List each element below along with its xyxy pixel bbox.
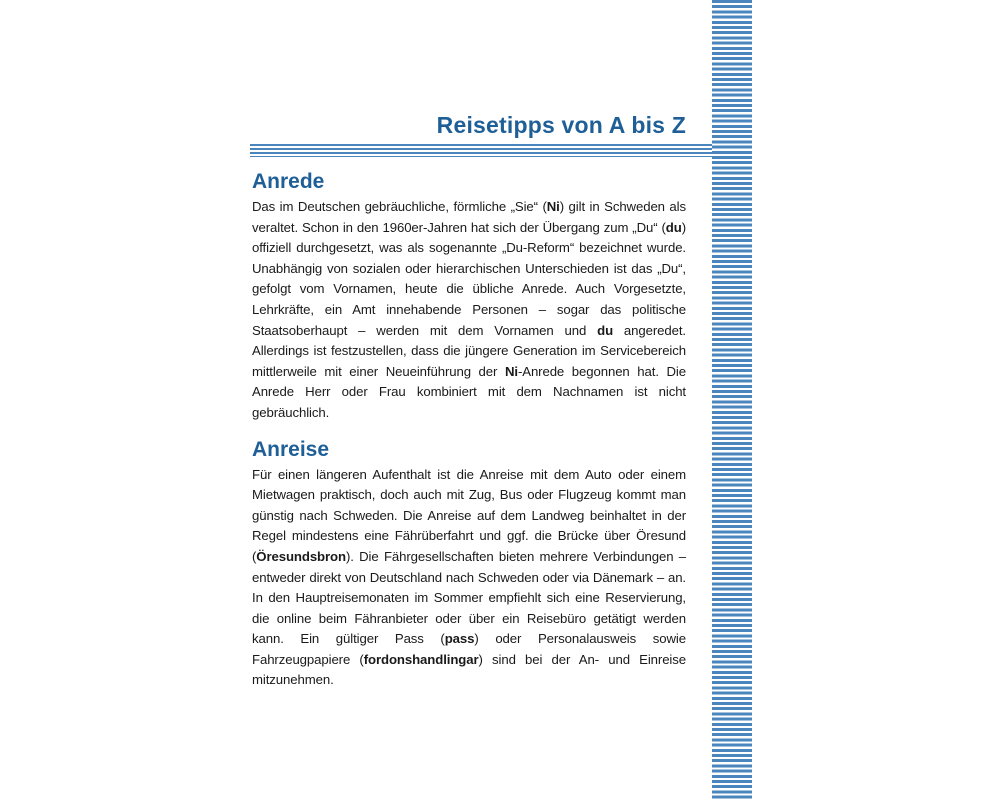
section-body [252, 197, 686, 424]
text-run: ) gilt in Schweden als veraltet. Schon in den 1960er-Jahren hat sich der Übergang zum „Du“ ( [252, 199, 686, 235]
text-run: angeredet. Allerdings ist festzustellen, dass die jüngere Generation im Servicebereich mittlerweile mit einer Neueinführung der [252, 322, 686, 379]
text-run: ) sind bei der An- und Einreise mitzunehmen. [252, 651, 686, 688]
bold-term: du [597, 322, 614, 338]
section-body [252, 465, 686, 692]
section-heading: Anreise [252, 437, 330, 461]
text-run: -Anrede begonnen hat. Die Anrede Herr oder Frau kombiniert mit dem Nachnamen ist nicht gebräuchlich. [252, 363, 686, 420]
page-title: Reisetipps von A bis Z [436, 112, 686, 138]
bold-term: Ni [546, 199, 560, 214]
text-run: ) oder Personalausweis sowie Fahrzeugpapiere ( [252, 631, 686, 667]
section-anreise [252, 436, 686, 692]
text-run: ). Die Fährgesellschaften bieten mehrere Verbindungen – entweder direkt von Deutschland nach Schweden oder via Dänemark – an. In den Hauptreisemonaten im Sommer empfiehlt sich eine Reservierung, die online beim Fähranbieter oder über ein Reisebüro getätigt werden kann. Ein gültiger Pass ( [252, 548, 686, 647]
section-anrede [252, 168, 686, 424]
bold-term: pass [444, 631, 475, 647]
content [252, 168, 686, 703]
text-run: Für einen längeren Aufenthalt ist die Anreise mit dem Auto oder einem Mietwagen praktisch, doch auch mit Zug, Bus oder Flugzeug kommt man günstig nach Schweden. Die Anreise auf dem Landweg beinhaltet in der Regel mindestens eine Fährüberfahrt und ggf. die Brücke über Öresund ( [252, 466, 686, 564]
bold-term: fordonshandlingar [363, 651, 479, 667]
header-rule [250, 144, 712, 157]
bold-term: Ni [504, 363, 518, 379]
section-heading: Anrede [252, 170, 325, 193]
bold-term: Öresundsbron [256, 548, 346, 564]
text-run: ) offiziell durchgesetzt, was als sogenannte „Du-Reform“ bezeichnet wurde. Unabhängig von sozialen oder hierarchischen Unterschieden ist das „Du“, gefolgt vom Vornamen, heute die übliche Anrede. Auch Vorgesetzte, Lehrkräfte, ein Amt innehabende Personen – sogar das politische Staatsoberhaupt – werden mit dem Vornamen und [252, 219, 686, 338]
text-run: Das im Deutschen gebräuchliche, förmliche „Sie“ ( [252, 199, 547, 214]
decorative-stripe-band [712, 0, 752, 800]
bold-term: du [665, 219, 682, 235]
page-header [250, 112, 690, 148]
